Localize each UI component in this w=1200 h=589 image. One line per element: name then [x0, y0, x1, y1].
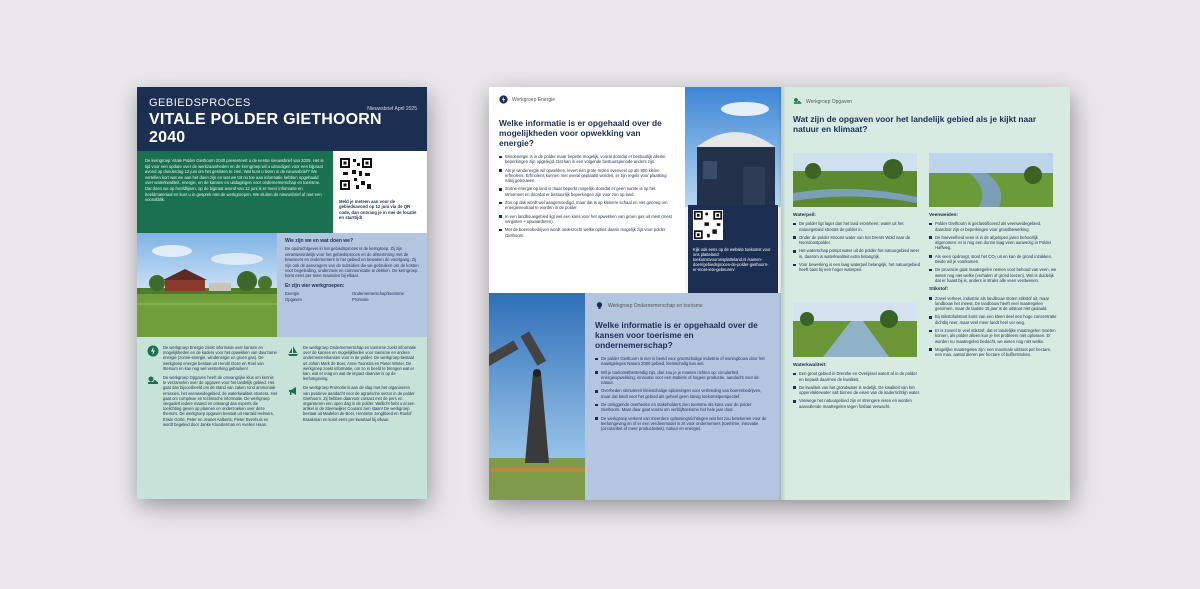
list-item: In een landbouwgebied ligt wel een kans voor het opwekken van groen gas uit mest (mest vergisten + opwaarderen).	[499, 214, 675, 225]
list-item: De kwaliteit van het grondwater is redelijk. De kwaliteit van het oppervlaktewater valt binnen de eisen van de kaderrichtlijn water.	[793, 385, 921, 396]
toerisme-label-row	[595, 301, 771, 310]
opgaven-header	[781, 87, 1070, 144]
list-item: De polder ligt lager dan het land eromheen: water uit het natuurgebied stroomt de polder in.	[793, 221, 921, 232]
group-item: Opgaven	[285, 296, 302, 302]
qr-signup-note: Meld je meteen aan voor de gebiedsavond op 12 juni via de QR code, dan ontvang je in mei de locatie en starttijd!	[339, 199, 417, 221]
toerisme-bullets	[595, 356, 771, 432]
group-item: Promotie	[352, 296, 369, 302]
list-item: Zowel verkeer, industrie als landbouw stoten stikstof uit, maar landbouw het meest. De landbouw heeft veel maatregelen genomen, maar de laatste 15 jaar is de uitstoot niet gedaald.	[929, 296, 1059, 312]
group-promotie-text: De werkgroep Promotie is aan de slag met het organiseren van positieve aandacht voor de agrarische sector in de polder Giethoorn. Zij hebben daarvoor contact met de pers en organiseren een open dag in de polder. Wellicht hebt u al een artikel in de Steenwijker Courant zien staan! De werkgroep bestaat uit Madelon de Boer, Henriette Jongbloed en Roelof Braakman en komt eens per kwartaal bij elkaar.	[303, 385, 415, 422]
newsletter-front-page	[137, 87, 427, 499]
energie-qr-block	[688, 205, 778, 293]
veenweiden-bullets	[929, 221, 1059, 283]
meadow-ditch-photo	[793, 153, 917, 207]
energie-label-row	[499, 95, 675, 104]
qr-code-icon	[339, 157, 373, 191]
waterpeil-title: Waterpeil:	[793, 213, 817, 218]
list-item: Zon op dak wordt wel aangemoedigd, maar dat is op kleinere schaal en niet genoeg om energieneutraal te worden in de polder.	[499, 200, 675, 211]
group-promotie	[287, 385, 417, 421]
working-groups-section	[137, 337, 427, 499]
sailboat-icon	[287, 345, 299, 357]
group-opgaven	[147, 375, 277, 427]
group-toerisme	[287, 345, 417, 381]
list-item: Als veen opdroogt, stoot het CO₂ uit en kan de grond inzakken. Beide wil je voorkomen.	[929, 254, 1059, 265]
list-item: Mogelijke maatregelen zijn: een maximale uitstoot per hectare, een max. aantal dieren per hectare of bufferstroken.	[929, 347, 1059, 358]
list-item: Wil je toekomstbestendig zijn, dan zou je je moeten richten op: circulariteit, energieopwekking, innovatie voor een stabiele of hogere productie, aandacht voor de natuur.	[595, 370, 771, 386]
waterkwaliteit-column	[793, 363, 921, 412]
front-kicker: GEBIEDSPROCES	[149, 97, 251, 109]
energie-website-text: Kijk ook eens op de website toekomst voor ons platteland: toekomstvooronsplatteland.nl /samen-doen/gebiedsproces-de-polder-giethoorn-er-moet-iets-gebeuren/	[693, 247, 771, 273]
front-header	[137, 87, 427, 151]
energie-bullets	[499, 154, 675, 238]
group-item: Energie	[285, 291, 300, 297]
energie-heading: Welke informatie is er opgehaald over de mogelijkheden voor opwekking van energie?	[499, 118, 662, 148]
who-text: De opdrachtgever in het gebiedsproces is de kerngroep. Zij zijn verantwoordelijk voor het gebiedsproces en de afstemming met de bewoners en ondernemers in het gebied en bewaken de voortgang. Zij zijn ook de aanvragers van de subsidies die we gebruiken om de kosten voor begeleiding, onderzoek en communicatie te dekken. De kerngroep komt eens per twee maanden bij elkaar.	[285, 246, 419, 279]
who-are-we-block	[277, 233, 427, 337]
polder-stream-photo	[929, 153, 1053, 207]
list-item: Bij stikstofuitstoot komt van een kleen deel een hoge concentratie dichtbij neer, maar veel meer landt heel ver weg.	[929, 314, 1059, 325]
veenweiden-title: Veenweiden:	[929, 213, 959, 218]
stikstof-bullets	[929, 296, 1059, 358]
veenweiden-column	[929, 213, 1059, 361]
spread-left-page	[489, 87, 781, 500]
list-item: Overheden stimuleren kleinschalige oplossingen voor verbreding van boerenbedrijven, maar dat biedt voor het gebied als geheel geen stevig toekomstperspectief.	[595, 388, 771, 399]
megaphone-icon	[287, 385, 299, 397]
list-item: Een groot gebied in Drenthe en Overijssel watert af in de polder en bepaalt daarmee de kwaliteit.	[793, 371, 921, 382]
newsletter-date: Nieuwsbrief April 2025	[367, 106, 417, 112]
list-item: De polder Giethoorn is niet in beeld voor grootschalige industrie of woningbouw door het naastgelegen Natura 2000 gebied, kleinschalig kan wel.	[595, 356, 771, 367]
toerisme-heading: Welke informatie is er opgehaald over de kansen voor toerisme en ondernemerschap?	[595, 320, 758, 350]
spread-fold	[778, 87, 786, 500]
groups-title: Er zijn vier werkgroepen:	[285, 282, 345, 289]
spread-right-page	[781, 87, 1070, 500]
landscape-icon	[793, 97, 802, 106]
list-item: De omliggende overheden en stakeholders zien toerisme als kans voor de polder Giethoorn. Maar daar gaat vooral om verblijftoerisme het hele jaar door.	[595, 402, 771, 413]
waterkwaliteit-bullets	[793, 371, 921, 409]
waterkwaliteit-title: Waterkwaliteit:	[793, 363, 827, 368]
opgaven-label-row	[793, 97, 1058, 106]
toerisme-section	[585, 293, 781, 500]
list-item: Polder Giethoorn is geclassificeerd als veenweidegebied, daardoor zijn er beperkingen voor grondbewerking.	[929, 221, 1059, 232]
waterpeil-column	[793, 213, 921, 276]
list-item: Met de boerenbedrijven wordt onderzocht welke opties daarin mogelijk zijn voor polder Giethoorn.	[499, 227, 675, 238]
opgaven-heading: Wat zijn de opgaven voor het landelijk gebied als je kijkt naar natuur en klimaat?	[793, 114, 1037, 134]
groups-list	[285, 291, 419, 302]
group-toerisme-text: De werkgroep Ondernemerschap en toerisme zoekt informatie over de kansen en mogelijkheden voor toerisme en andere ondernemerskansen voor in de polder. De werkgroep bestaat uit Johan Mark de Boer, Anne Toonstra en Pieter Winter. De werkgroep zoekt informatie, om zo in beeld te brengen wat er kan, wat er mag en wat de impact daarvan is op de leefomgeving.	[303, 345, 417, 382]
group-energie-text: De werkgroep Energie zoekt informatie over kansen en mogelijkheden en de kaders voor het opwekken van duurzame energie (zonne-energie, windenergie en groen gas). De werkgroep energie bestaat uit Hendri Doze en Roel van Ittersum en kan nog wel versterking gebruiken!	[163, 345, 277, 371]
list-item: Het waterschap pompt water uit de polder het natuurgebied weer in, daarom is waterkwaliteit extra belangrijk.	[793, 248, 921, 259]
farm-photo	[137, 233, 277, 337]
energie-label: Werkgroep Energie	[512, 96, 555, 103]
energy-leaf-icon	[499, 95, 508, 104]
stikstof-title: Stikstof:	[929, 287, 949, 293]
windmill-photo	[489, 293, 585, 500]
list-item: Voor bewerking is een laag waterpeil belangrijk, het natuurgebied heeft baat bij een hoger waterpeil.	[793, 262, 921, 273]
list-item: Als je windenergie wil opwekken, levert één grote molen evenveel op als 800 kleine erfmolens. Erfmolens kunnen met overal geplaatst worden, er zijn regels voor plaatsing nabij gebouwen.	[499, 168, 675, 184]
toerisme-label: Werkgroep Ondernemerschap en toerisme	[608, 302, 703, 309]
list-item: Zonne-energie op land is maar beperkt mogelijk, doordat er geen ruimte is op het stroomnet en doordat er bestuurlijk beperkingen zijn voor zon op land.	[499, 186, 675, 197]
front-title: VITALE POLDER GIETHOORN 2040	[149, 111, 382, 146]
list-item: Er is zoveel te veel stikstof, dat er landelijke maatregelen moeten komen, als polder alleen kun je het probleem niet oplossen. Er worden nu maatregelen bedacht, we weten nog niet welke.	[929, 328, 1059, 344]
list-item: Windenergie is in de polder maar beperkt mogelijk, vooral doordat er bestuurlijk allerlei beperkingen zijn opgelegd. Dat kan in een volgende bestuursperiode anders zijn.	[499, 154, 675, 165]
list-item: De werkgroep verkent van meerdere oplossingsrichtingen wat het zou betekenen voor de leefomgeving en of er een verdienmodel in zit voor ondernemers (toerisme, innovatie (circulariteit of meer productiviteit), natuur en energie).	[595, 416, 771, 432]
list-item: De hoeveelheid veen is in de afgelopen jaren behoorlijk afgenomen: er is nog een dunne laag veen aanwezig in Polder Haffweg.	[929, 235, 1059, 251]
front-qr-block	[333, 151, 427, 233]
qr-code-icon	[693, 210, 723, 240]
who-title: Wie zijn we en wat doen we?	[285, 238, 354, 244]
energy-leaf-icon	[147, 345, 159, 357]
newsletter-inner-spread	[489, 87, 1070, 500]
list-item: Onder de polder stroomt water van het Drents Wold naar de Noordoostpolder.	[793, 235, 921, 246]
canal-photo	[793, 303, 917, 357]
group-item: Ondernemerschap/toerisme	[352, 291, 404, 297]
waterpeil-bullets	[793, 221, 921, 272]
front-intro: De kerngroep Vitale Polder Giethoorn 2040 presenteert u de eerste nieuwsbrief van 2025. Het is tijd voor een update over de werkzaamheden en de kerngroep wil u uitnodigen voor een bijpraat avond op donderdag 12 juni om het gesloten te zien. Wat kunt u lezen in de nieuwsbrief? We vertellen kort wat we aan het doen zijn en wat we tot nu toe aan informatie hebben opgehaald over waterkwaliteit, energie, en de kansen en uitdagingen voor ondernemerschap en toerisme. Dat doen we op hoofdlijnen, op de bijpraat avond van 12 juni is er meer informatie en beeldmateriaal en kunt u in gesprek met de werkgroepen. We sluiten de nieuwsbrief af met een vooruitblik.	[137, 151, 333, 233]
lightbulb-icon	[595, 301, 604, 310]
group-energie	[147, 345, 277, 371]
energie-section	[489, 87, 685, 293]
landscape-icon	[147, 375, 159, 387]
opgaven-label: Werkgroep Opgaven	[806, 98, 853, 105]
group-opgaven-text: De werkgroep Opgaven heeft de omvangrijke klus om kennis te verzamelen over de opgaven voor het landelijk gebied. Het gaat dan bijvoorbeeld om de stand van zaken rond ammoniak-emissies, het veenweidegebied, de waterkwaliteit etcetera. Het gaat om complexe en technische informatie. De werkgroep vergadert iedere maand en ontvangt dan experts die toelichting geven op plannen en onderzoeken over deze thema's. De werkgroep opgaven bestaat uit Harrald Helmers, Erwin Gorte, Peter en Jeanet Aalberts, Pieter Evenhuis en wordt begeleid door Janke Kloosterman en Avelien Haan.	[163, 375, 278, 427]
list-item: De provincie gaat maatregelen nemen voor behoud van veen, we weten nog niet welke (verhalen of grond kiezen). Wel is duidelijk dat er haast bij is, anders is straks alle veen verdwenen.	[929, 267, 1059, 283]
list-item: Vanwege het natuurgebied zijn er strengere eisen en worden aanvullende maatregelen tegen fosfaat verwacht.	[793, 398, 921, 409]
